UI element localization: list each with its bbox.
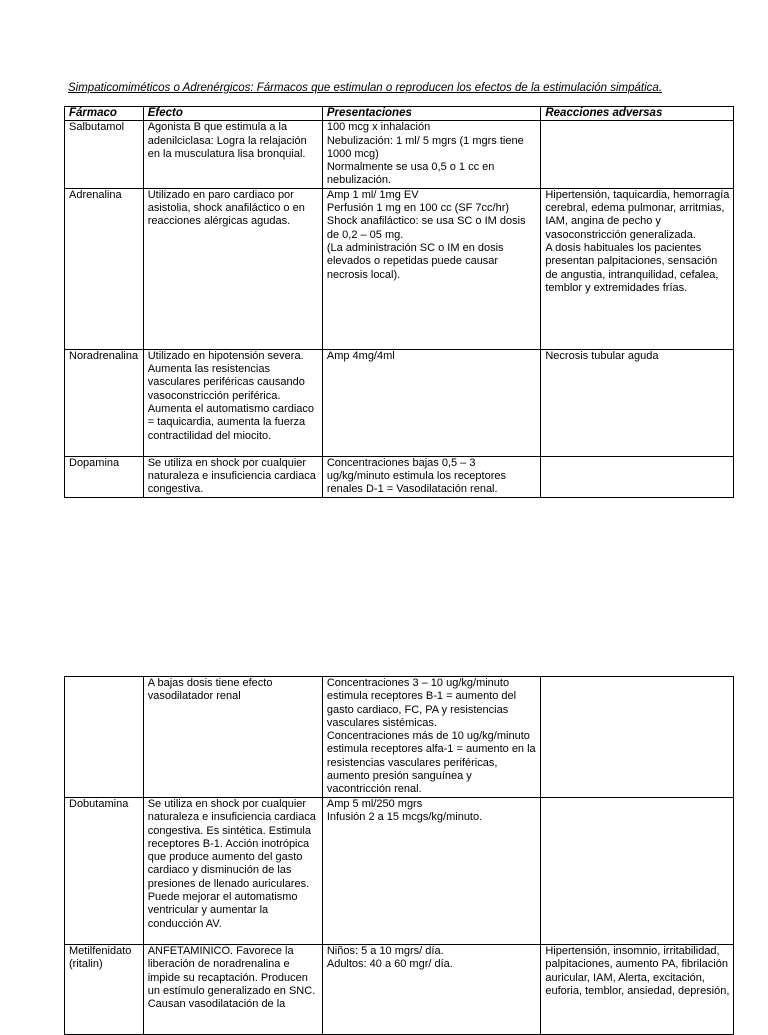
effect-text: ANFETAMINICO. Favorece la liberación de noradrenalina e impide su recaptación. Producen un estímulo generalizado en SNC. Causan vasodilatación de la — [147, 945, 316, 1011]
drug-name: Noradrenalina — [69, 349, 139, 362]
header-drug: Fármaco — [65, 107, 144, 121]
drug-name: Dopamina — [69, 456, 120, 469]
effect-text: Se utiliza en shock por cualquier naturaleza e insuficiencia cardiaca congestiva. Es sintética. Estimula receptores B-1. Acción inotrópica que produce aumento del gasto cardiaco y disminución de las presiones de llenado auriculares. Puede mejorar el automatismo ventricular y aumentar la conducción AV. — [147, 798, 316, 930]
cell-drug — [65, 945, 144, 1035]
presentations-text: Amp 1 ml/ 1mg EV Perfusión 1 mg en 100 cc (SF 7cc/hr) Shock anafiláctico: se usa SC o IM dosis de 0,2 – 05 mg. (La administración SC o IM en dosis elevados o repetidas puede causar necrosis local). — [326, 188, 526, 281]
cell-presentations — [322, 456, 541, 497]
presentations-text: Concentraciones 3 – 10 ug/kg/minuto estimula receptores B-1 = aumento del gasto cardiaco, FC, PA y resistencias vasculares sistémicas. Concentraciones más de 10 ug/kg/minuto estimula receptores alfa-1 = aumento en la resistencias vasculares periféricas, aumento presión sanguínea y vacontricción renal. — [326, 677, 536, 796]
effect-text: A bajas dosis tiene efecto vasodilatador renal — [147, 677, 273, 703]
header-adverse-reactions: Reacciones adversas — [541, 107, 734, 121]
cell-adverse — [541, 121, 734, 188]
drug-name: Adrenalina — [69, 188, 122, 201]
table-row — [65, 121, 734, 188]
table-row — [65, 349, 734, 456]
cell-effect — [143, 945, 322, 1035]
cell-effect — [143, 121, 322, 188]
effect-text: Utilizado en hipotensión severa. Aumenta las resistencias vasculares periféricas causando vasoconstricción periférica. Aumenta el automatismo cardiaco = taquicardia, aumenta la fuerza contractilidad del miocito. — [147, 349, 315, 442]
cell-effect — [143, 349, 322, 456]
cell-drug — [65, 121, 144, 188]
cell-adverse — [541, 677, 734, 798]
presentations-text: Concentraciones bajas 0,5 – 3 ug/kg/minuto estimula los receptores renales D-1 = Vasodilatación renal. — [326, 456, 507, 496]
table-row — [65, 188, 734, 349]
presentations-text: Amp 5 ml/250 mgrs Infusión 2 a 15 mcgs/kg/minuto. — [326, 798, 483, 824]
cell-presentations — [322, 798, 541, 945]
cell-presentations — [322, 349, 541, 456]
table-row — [65, 945, 734, 1035]
cell-adverse — [541, 349, 734, 456]
cell-presentations — [322, 945, 541, 1035]
cell-adverse — [541, 945, 734, 1035]
presentations-text: Amp 4mg/4ml — [326, 349, 395, 362]
cell-drug — [65, 798, 144, 945]
document-caption: Simpaticomiméticos o Adrenérgicos: Fármacos que estimulan o reproducen los efectos de la estimulación simpática. — [68, 82, 663, 94]
cell-adverse — [541, 188, 734, 349]
adverse-text: Hipertensión, insomnio, irritabilidad, palpitaciones, aumento PA, fibrilación auricular, IAM, Alerta, excitación, euforia, temblor, ansiedad, depresión, — [545, 945, 730, 997]
adverse-text: Hipertensión, taquicardia, hemorragía cerebral, edema pulmonar, arritmias, IAM, angina de pecho y vasoconstricción generalizada. A dosis habituales los pacientes presentan palpitaciones, sensación de angustia, intranquilidad, cefalea, temblor y extremidades frías. — [545, 188, 730, 294]
table-row — [65, 677, 734, 798]
drug-name: Salbutamol — [69, 121, 125, 134]
presentations-text: 100 mcg x inhalación Nebulización: 1 ml/ 5 mgrs (1 mgrs tiene 1000 mcg) Normalmente se usa 0,5 o 1 cc en nebulización. — [326, 121, 524, 187]
effect-text: Agonista B que estimula a la adenilciclasa: Logra la relajación en la musculatura lisa bronquial. — [147, 121, 307, 160]
header-presentations: Presentaciones — [322, 107, 541, 121]
cell-presentations — [322, 188, 541, 349]
cell-drug — [65, 677, 144, 798]
drug-name: Dobutamina — [69, 798, 129, 810]
cell-drug — [65, 456, 144, 497]
drug-table-page-1 — [64, 106, 734, 498]
drug-table-page-2 — [64, 676, 734, 1035]
table-row — [65, 456, 734, 497]
table-header-row — [65, 107, 734, 121]
cell-drug — [65, 349, 144, 456]
cell-adverse — [541, 798, 734, 945]
drug-name: Metilfenidato (ritalin) — [69, 945, 132, 971]
cell-effect — [143, 677, 322, 798]
cell-effect — [143, 798, 322, 945]
presentations-text: Niños: 5 a 10 mgrs/ día. Adultos: 40 a 60 mgr/ día. — [326, 945, 453, 971]
cell-effect — [143, 188, 322, 349]
header-effect: Efecto — [143, 107, 322, 121]
cell-drug — [65, 188, 144, 349]
effect-text: Se utiliza en shock por cualquier naturaleza e insuficiencia cardiaca congestiva. — [147, 456, 316, 496]
cell-presentations — [322, 121, 541, 188]
table-row — [65, 798, 734, 945]
cell-effect — [143, 456, 322, 497]
effect-text: Utilizado en paro cardiaco por asistolia, shock anafiláctico o en reacciones alérgicas agudas. — [147, 188, 305, 228]
cell-adverse — [541, 456, 734, 497]
cell-presentations — [322, 677, 541, 798]
adverse-text: Necrosis tubular aguda — [545, 349, 659, 362]
